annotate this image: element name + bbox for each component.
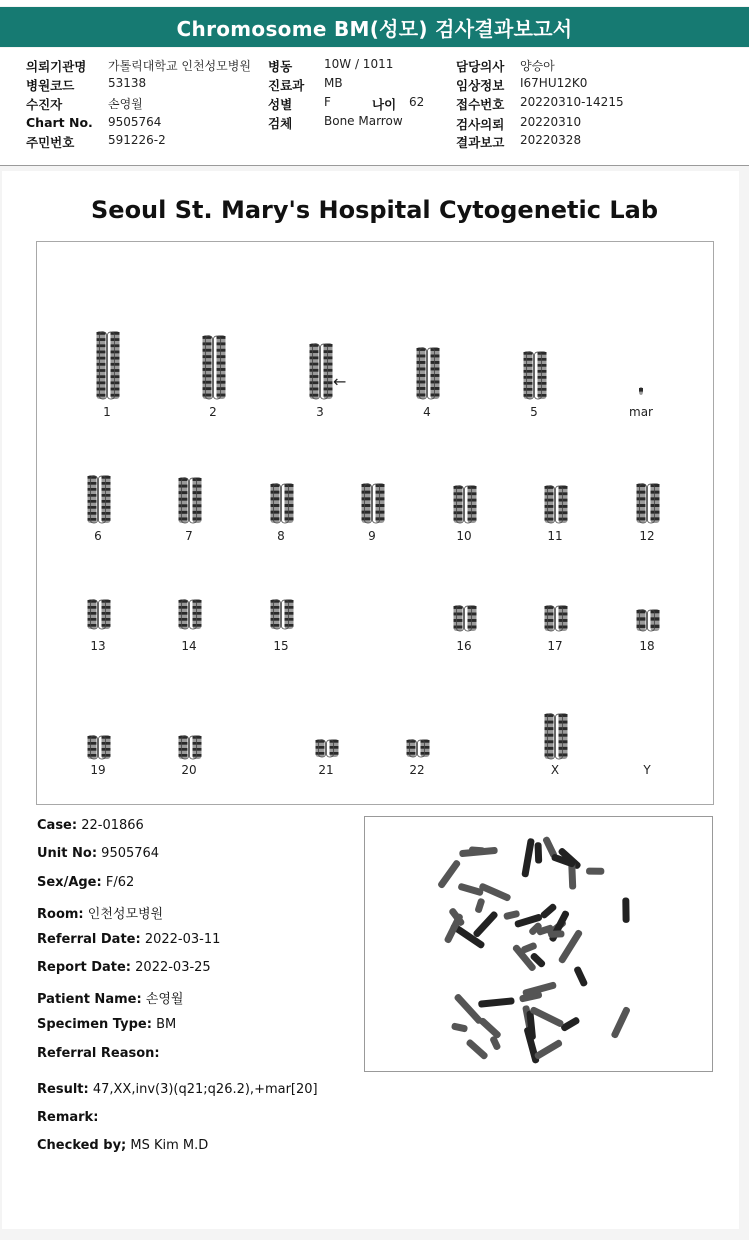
chromosome-label: 11: [547, 529, 563, 543]
info-value: 10W / 1011: [324, 57, 394, 71]
chromosome-label: 7: [185, 529, 193, 543]
info-value: 양승아: [520, 59, 555, 73]
chromosome-pair-12: [627, 482, 667, 526]
info-label: 병동: [268, 59, 293, 74]
metaphase-chromosome: [539, 903, 557, 920]
chromosome-pair-21: [306, 738, 346, 760]
info-value: MB: [324, 76, 343, 90]
sex-age-row: Sex/Age: F/62: [37, 875, 135, 890]
info-value: Bone Marrow: [324, 114, 403, 128]
info-label: 결과보고: [456, 135, 505, 150]
chromosome-label: 18: [639, 639, 655, 653]
chromosome-pair-4: [407, 346, 447, 402]
metaphase-chromosome: [465, 1038, 489, 1060]
info-value: 20220328: [520, 133, 582, 147]
info-value: 가톨릭대학교 인천성모병원: [108, 59, 251, 73]
chromosome-pair-13: [78, 598, 118, 632]
chromosome-label: 21: [318, 763, 334, 777]
inversion-arrow-icon: ←: [333, 372, 347, 391]
info-value: I67HU12K0: [520, 76, 588, 90]
chromosome-label: 6: [94, 529, 102, 543]
metaphase-chromosome: [478, 997, 515, 1008]
result-row: Result: 47,XX,inv(3)(q21;q26.2),+mar[20]: [37, 1082, 318, 1097]
metaphase-chromosome: [469, 846, 486, 854]
checked-by-row: Checked by; MS Kim M.D: [37, 1138, 209, 1153]
info-label: 수진자: [26, 97, 63, 112]
info-label: 병원코드: [26, 78, 75, 93]
metaphase-chromosome: [451, 1022, 468, 1032]
karyogram-panel: [36, 241, 714, 805]
metaphase-chromosome: [573, 965, 588, 987]
info-label: 성별: [268, 97, 293, 112]
report-title: Chromosome BM(성모) 검사결과보고서: [0, 7, 749, 47]
metaphase-chromosome: [534, 842, 542, 864]
chromosome-pair-9: [352, 482, 392, 526]
metaphase-chromosome: [437, 859, 462, 889]
info-label: 진료과: [268, 78, 305, 93]
chromosome-pair-mar: [621, 386, 661, 398]
referral-reason-row: Referral Reason:: [37, 1046, 160, 1061]
metaphase-chromosome: [489, 1035, 501, 1051]
chromosome-pair-14: [169, 598, 209, 632]
chromosome-pair-1: [87, 330, 127, 402]
chromosome-label: 17: [547, 639, 563, 653]
referral-date-row: Referral Date: 2022-03-11: [37, 932, 221, 947]
chromosome-label: 12: [639, 529, 655, 543]
chromosome-pair-16: [444, 604, 484, 634]
chromosome-pair-10: [444, 484, 484, 526]
metaphase-image: [364, 816, 713, 1072]
info-value: 591226-2: [108, 133, 166, 147]
chromosome-pair-15: [261, 598, 301, 632]
metaphase-chromosome: [586, 868, 604, 875]
chromosome-label: Y: [643, 763, 651, 777]
chromosome-label: 13: [90, 639, 106, 653]
chromosome-label: 10: [456, 529, 472, 543]
chromosome-label: mar: [629, 405, 653, 419]
metaphase-chromosome: [622, 897, 629, 922]
chromosome-label: 8: [277, 529, 285, 543]
metaphase-chromosome: [457, 883, 484, 897]
info-value: 20220310-14215: [520, 95, 624, 109]
chromosome-label: 22: [409, 763, 425, 777]
chromosome-pair-20: [169, 734, 209, 762]
patient-info-panel: [0, 48, 749, 166]
chromosome-label: 1: [103, 405, 111, 419]
chromosome-label: 15: [273, 639, 289, 653]
info-label: 검체: [268, 116, 293, 131]
info-label: 담당의사: [456, 59, 505, 74]
chromosome-label: 3: [316, 405, 324, 419]
chromosome-pair-6: [78, 474, 118, 526]
info-value: 53138: [108, 76, 147, 90]
info-label: 검사의뢰: [456, 117, 505, 132]
chromosome-pair-17: [535, 604, 575, 634]
metaphase-chromosome: [610, 1006, 631, 1039]
info-label: Chart No.: [26, 115, 93, 130]
chromosome-pair-18: [627, 608, 667, 634]
info-label: 접수번호: [456, 97, 505, 112]
info-value: 손영월: [108, 97, 143, 111]
info-value: 20220310: [520, 115, 582, 129]
metaphase-chromosome: [474, 898, 485, 914]
info-label: 나이: [372, 97, 397, 112]
chromosome-pair-2: [193, 334, 233, 402]
chromosome-label: 5: [530, 405, 538, 419]
patient-name-row: Patient Name: 손영월: [37, 992, 184, 1007]
metaphase-chromosome: [453, 993, 483, 1025]
report-date-row: Report Date: 2022-03-25: [37, 960, 211, 975]
room-row: Room: 인천성모병원: [37, 907, 164, 922]
info-value: 62: [409, 95, 425, 109]
info-value: F: [324, 95, 331, 109]
chromosome-pair-11: [535, 484, 575, 526]
chromosome-label: 19: [90, 763, 106, 777]
info-label: 임상정보: [456, 78, 505, 93]
chromosome-pair-X: [535, 712, 575, 762]
chromosome-label: X: [550, 763, 560, 777]
chromosome-pair-7: [169, 476, 209, 526]
chromosome-pair-5: [514, 350, 554, 402]
lab-title: Seoul St. Mary's Hospital Cytogenetic Lab: [91, 196, 658, 224]
metaphase-chromosome: [521, 838, 535, 878]
metaphase-chromosome: [472, 910, 499, 938]
chromosome-pair-19: [78, 734, 118, 762]
metaphase-spread: [365, 817, 712, 1071]
top-strip: [0, 0, 749, 6]
unit-row: Unit No: 9505764: [37, 846, 160, 861]
chromosome-label: 16: [456, 639, 472, 653]
chromosome-label: 2: [209, 405, 217, 419]
metaphase-chromosome: [503, 910, 520, 921]
chromosome-label: 9: [368, 529, 376, 543]
info-label: 의뢰기관명: [26, 59, 87, 74]
info-label: 주민번호: [26, 135, 75, 150]
case-row: Case: 22-01866: [37, 818, 144, 833]
chromosome-label: 20: [181, 763, 197, 777]
chromosome-pair-22: [397, 738, 437, 760]
chromosome-label: 4: [423, 405, 431, 419]
specimen-row: Specimen Type: BM: [37, 1017, 177, 1032]
remark-row: Remark:: [37, 1110, 99, 1125]
chromosome-label: 14: [181, 639, 197, 653]
metaphase-chromosome: [533, 1039, 563, 1061]
info-value: 9505764: [108, 115, 162, 129]
chromosome-pair-8: [261, 482, 301, 526]
